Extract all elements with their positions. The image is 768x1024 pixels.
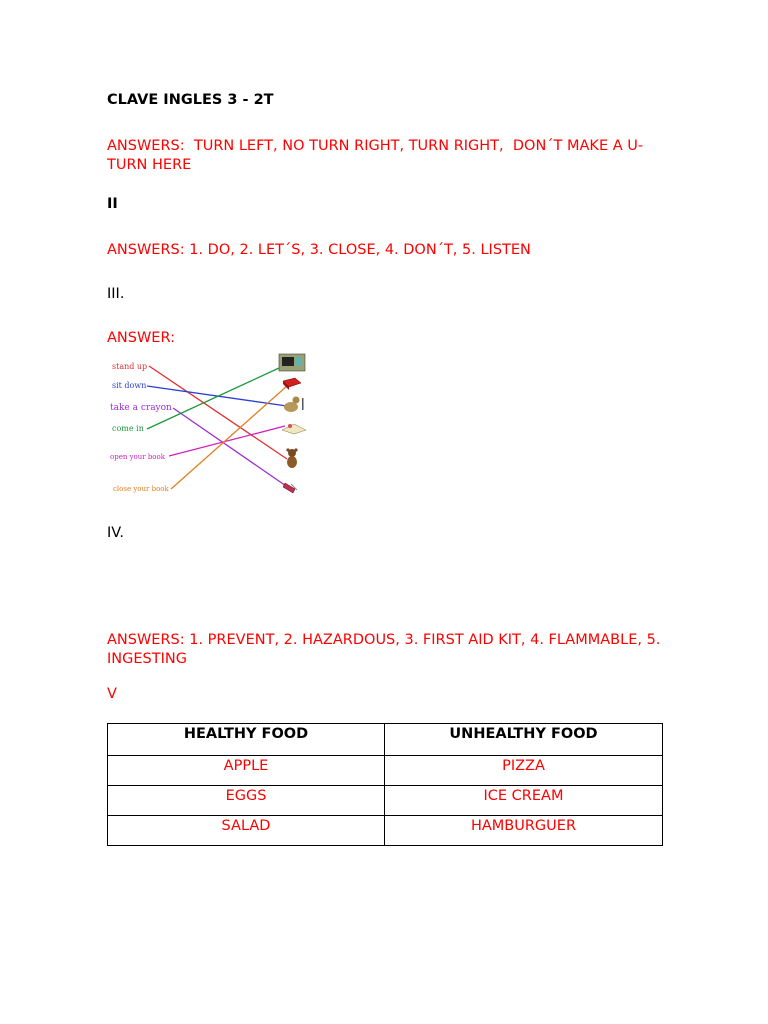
- phrase-sit-down: sit down: [112, 381, 147, 390]
- document-title: CLAVE INGLES 3 - 2T: [107, 92, 274, 108]
- phrase-close-your-book: close your book: [113, 485, 169, 493]
- table-row: [108, 816, 663, 846]
- section3-heading: III.: [107, 286, 125, 302]
- dog-icon: [284, 397, 304, 413]
- table-row: [108, 756, 663, 786]
- section3-answer-label: ANSWER:: [107, 330, 175, 346]
- line-open-your-book: [169, 426, 285, 456]
- phrase-come-in: come in: [112, 424, 144, 433]
- crayon-icon: [283, 483, 297, 493]
- section4-answers: ANSWERS: 1. PREVENT, 2. HAZARDOUS, 3. FIRST AID KIT, 4. FLAMMABLE, 5. INGESTING: [107, 632, 666, 667]
- table-cell: PIZZA: [385, 756, 663, 786]
- table-cell: EGGS: [108, 786, 385, 816]
- section1-answers: ANSWERS: TURN LEFT, NO TURN RIGHT, TURN RIGHT, DON´T MAKE A U-TURN HERE: [107, 138, 644, 173]
- matching-exercise-image: [107, 350, 307, 500]
- food-table: [107, 723, 663, 846]
- book-icon: [283, 378, 301, 390]
- phrase-stand-up: stand up: [112, 362, 148, 371]
- table-row: [108, 786, 663, 816]
- table-header-row: [108, 724, 663, 756]
- phrase-open-your-book: open your book: [110, 453, 165, 461]
- section2-heading: II: [107, 196, 118, 212]
- line-come-in: [147, 368, 279, 429]
- table-cell: APPLE: [108, 756, 385, 786]
- phrase-take-a-crayon: take a crayon: [110, 403, 172, 413]
- open-book-icon: [282, 424, 306, 434]
- header-unhealthy-food: UNHEALTHY FOOD: [385, 724, 663, 756]
- table-cell: SALAD: [108, 816, 385, 846]
- section5-heading: V: [107, 686, 117, 702]
- computer-icon: [279, 354, 305, 371]
- table-cell: ICE CREAM: [385, 786, 663, 816]
- section2-answers: ANSWERS: 1. DO, 2. LET´S, 3. CLOSE, 4. DON´T, 5. LISTEN: [107, 242, 531, 258]
- teddy-bear-icon: [286, 448, 297, 468]
- line-close-your-book: [171, 386, 287, 489]
- section4-heading: IV.: [107, 525, 124, 541]
- table-cell: HAMBURGUER: [385, 816, 663, 846]
- header-healthy-food: HEALTHY FOOD: [108, 724, 385, 756]
